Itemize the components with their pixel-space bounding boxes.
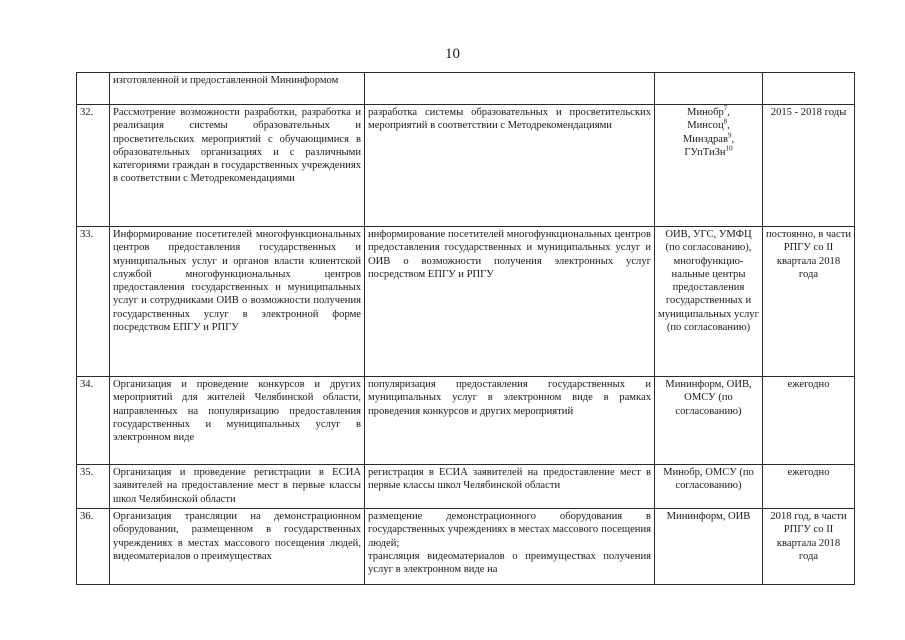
page-number: 10 [445,46,460,62]
executor-item: Минобр$^7$, [687,104,730,118]
executor-item: Минсоц$^8$, [687,117,730,132]
executor-cell: Мининформ, ОИВ [655,509,763,585]
result-cell [365,73,655,105]
action-cell: Рассмотрение возможности разработки, разработка и реализация системы образовательных и просветительских мероприятий с обучающимися в образовательных организациях и с различными категориями граждан в государственных учреждениях в соответствии с Методрекомендациями [110,105,365,227]
table-row [77,377,855,465]
row-number: 32. [77,105,110,227]
executor-cell: Мининформ, ОИВ, ОМСУ (по согласованию) [655,377,763,465]
executor-item: ГУпТиЗн$^{10}$ [684,144,733,158]
executor-cell: Минобр, ОМСУ (по согласованию) [655,465,763,509]
row-number: 34. [77,377,110,465]
result-cell: разработка системы образовательных и просветительских мероприятий в соответствии с Методрекомендациями [365,105,655,227]
table-row [77,465,855,509]
action-cell: изготовленной и предоставленной Мининформом [110,73,365,105]
executor-cell: ОИВ, УГС, УМФЦ (по согласованию), многофункцио-нальные центры предоставления государственных и муниципальных услуг (по согласованию) [655,227,763,377]
result-line: размещение демонстрационного оборудования в государственных учреждениях в местах массового посещения людей; [368,511,651,549]
action-cell: Информирование посетителей многофункциональных центров предоставления государственных и муниципальных услуг и органов власти клиентской службой многофункциональных центров предоставления государственных и муниципальных услуг и сотрудниками ОИВ о возможности получения государственных услуг в электронной форме посредством ЕПГУ и РПГУ [110,227,365,377]
term-cell: 2015 - 2018 годы [763,105,855,227]
row-number: 36. [77,509,110,585]
row-number [77,73,110,105]
result-cell: информирование посетителей многофункциональных центров предоставления государственных и муниципальных услуг и ОИВ о возможности получения электронных услуг посредством ЕПГУ и РПГУ [365,227,655,377]
table-row [77,105,855,227]
term-cell: ежегодно [763,465,855,509]
executor-cell [655,73,763,105]
executor-item: Минздрав$^9$, [682,131,735,145]
term-cell: постоянно, в части РПГУ со II квартала 2018 года [763,227,855,377]
term-cell: ежегодно [763,377,855,465]
table-row [77,73,855,105]
row-number: 35. [77,465,110,509]
executor-cell [655,105,763,227]
measures-table [76,72,855,585]
term-cell [763,73,855,105]
row-number: 33. [77,227,110,377]
table-row [77,227,855,377]
result-cell: регистрация в ЕСИА заявителей на предоставление мест в первые классы школ Челябинской области [365,465,655,509]
action-cell: Организация и проведение конкурсов и других мероприятий для жителей Челябинской области, направленных на популяризацию предоставления государственных и муниципальных услуг в электронном виде [110,377,365,465]
action-cell: Организация трансляции на демонстрационном оборудовании, размещенном в государственных учреждениях в местах массового посещения людей, видеоматериалов о преимуществах [110,509,365,585]
result-line: трансляция видеоматериалов о преимуществах получения услуг в электронном виде на [368,550,651,576]
table-row [77,509,855,585]
result-cell [365,509,655,585]
term-cell: 2018 год, в части РПГУ со II квартала 2018 года [763,509,855,585]
action-cell: Организация и проведение регистрации в ЕСИА заявителей на предоставление мест в первые классы школ Челябинской области [110,465,365,509]
result-cell: популяризация предоставления государственных и муниципальных услуг в электронном виде в рамках проведения конкурсов и других мероприятий [365,377,655,465]
